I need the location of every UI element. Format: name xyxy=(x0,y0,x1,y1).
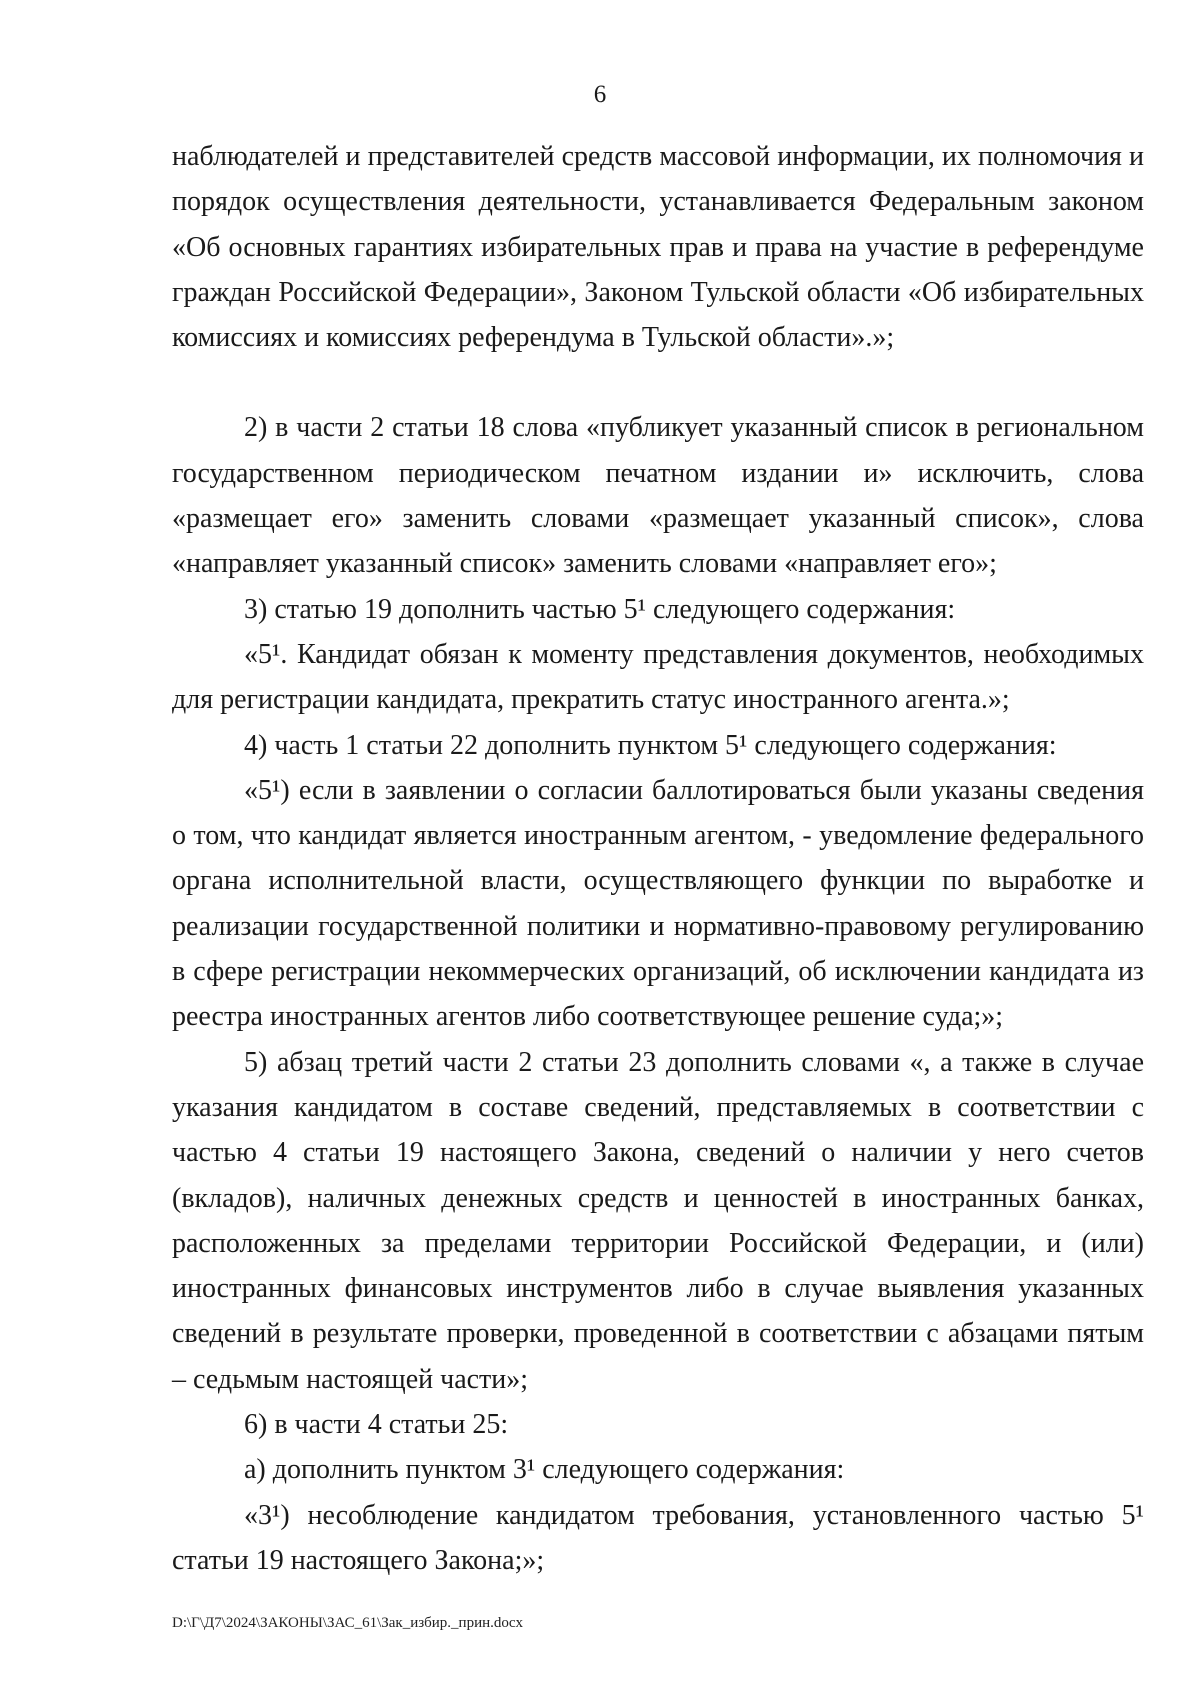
page-number: 6 xyxy=(593,81,607,108)
paragraph-subitem-a: а) дополнить пунктом 3¹ следующего содержания: xyxy=(244,1454,845,1486)
document-body xyxy=(172,134,1144,1583)
paragraph-quote-5-1-point: «5¹) если в заявлении о согласии баллотироваться были указаны сведения о том, что кандидат является иностранным агентом, - уведомление федерального органа исполнительной власти, осуществляющего функции по выработке и реализации государственной политики и нормативно-правовому регулированию в сфере регистрации некоммерческих организаций, об исключении кандидата из реестра иностранных агентов либо соответствующее решение суда;»; xyxy=(172,774,1144,1033)
paragraph-item-3: 3) статью 19 дополнить частью 5¹ следующего содержания: xyxy=(244,593,956,625)
paragraph-item-6: 6) в части 4 статьи 25: xyxy=(244,1409,509,1441)
paragraph-quote-3-1-point: «3¹) несоблюдение кандидатом требования, установленного частью 5¹ статьи 19 настоящего Закона;»; xyxy=(172,1499,1144,1576)
paragraph-quote-5-1-part: «5¹. Кандидат обязан к моменту представления документов, необходимых для регистрации кандидата, прекратить статус иностранного агента.»; xyxy=(172,638,1144,716)
footer-file-path: D:\Г\Д7\2024\ЗАКОНЫ\ЗАС_61\Зак_избир._прин.docx xyxy=(172,1615,524,1631)
paragraph-item-2: 2) в части 2 статьи 18 слова «публикует указанный список в региональном государственном периодическом печатном издании и» исключить, слова «размещает его» заменить словами «размещает указанный список», слова «направляет указанный список» заменить словами «направляет его»; xyxy=(172,412,1144,580)
paragraph-item-5: 5) абзац третий части 2 статьи 23 дополнить словами «, а также в случае указания кандидатом в составе сведений, представляемых в соответствии с частью 4 статьи 19 настоящего Закона, сведений о наличии у него счетов (вкладов), наличных денежных средств и ценностей в иностранных банках, расположенных за пределами территории Российской Федерации, и (или) иностранных финансовых инструментов либо в случае выявления указанных сведений в результате проверки, проведенной в соответствии с абзацами пятым – седьмым настоящей части»; xyxy=(172,1046,1144,1395)
paragraph-item-4: 4) часть 1 статьи 22 дополнить пунктом 5¹ следующего содержания: xyxy=(244,729,1057,761)
paragraph-continuation: наблюдателей и представителей средств массовой информации, их полномочия и порядок осуществления деятельности, устанавливается Федеральным законом «Об основных гарантиях избирательных прав и права на участие в референдуме граждан Российской Федерации», Законом Тульской области «Об избирательных комиссиях и комиссиях референдума в Тульской области».»; xyxy=(172,141,1144,354)
